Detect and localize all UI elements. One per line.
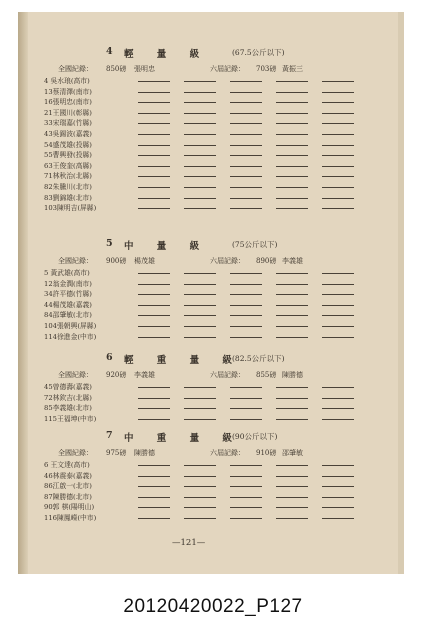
blank-score-line (230, 92, 262, 93)
athlete-row (34, 278, 379, 289)
blank-score-line (138, 284, 170, 285)
athlete-row (34, 501, 379, 512)
blank-score-line (230, 145, 262, 146)
athlete-row (34, 86, 379, 97)
national-record-value: 920磅 (106, 371, 127, 379)
page-number: —121— (172, 538, 206, 548)
athlete-name: 13蔡清澤(南市) (44, 87, 92, 96)
blank-score-line (138, 176, 170, 177)
games-record-label: 六屆記錄： (210, 65, 245, 73)
national-record-holder: 楊茂雄 (134, 257, 155, 265)
weight-limit: (82.5公斤以下) (232, 354, 285, 363)
blank-score-line (322, 187, 354, 188)
athlete-row (34, 309, 379, 320)
weight-class-header (34, 238, 379, 254)
blank-score-line (138, 398, 170, 399)
blank-score-line (184, 102, 216, 103)
athlete-row (34, 107, 379, 118)
games-record-holder: 邵肇敏 (282, 449, 303, 457)
blank-score-line (184, 113, 216, 114)
blank-score-line (276, 273, 308, 274)
blank-score-line (138, 408, 170, 409)
national-record-label: 全國紀錄： (58, 371, 93, 379)
athlete-row (34, 267, 379, 278)
blank-score-line (230, 208, 262, 209)
blank-score-line (322, 102, 354, 103)
national-record-label: 全國紀錄： (58, 449, 93, 457)
athlete-row (34, 139, 379, 150)
games-record-value: 703磅 (256, 65, 277, 73)
games-record-value: 855磅 (256, 371, 277, 379)
blank-score-line (138, 326, 170, 327)
athlete-row (34, 413, 379, 424)
weight-class-section (34, 238, 379, 341)
athlete-name: 6 王文達(高市) (44, 461, 90, 469)
athlete-name: 71林秋治(北縣) (44, 172, 92, 181)
blank-score-line (276, 81, 308, 82)
athlete-row (34, 160, 379, 171)
blank-score-line (276, 486, 308, 487)
blank-score-line (184, 198, 216, 199)
blank-score-line (184, 145, 216, 146)
blank-score-line (184, 408, 216, 409)
blank-score-line (230, 294, 262, 295)
blank-score-line (138, 81, 170, 82)
blank-score-line (276, 155, 308, 156)
athlete-name: 34許平德(竹縣) (44, 290, 92, 299)
blank-score-line (276, 337, 308, 338)
class-number: 4 (106, 46, 114, 57)
blank-score-line (276, 294, 308, 295)
blank-score-line (322, 337, 354, 338)
blank-score-line (230, 187, 262, 188)
athlete-row (34, 181, 379, 192)
blank-score-line (230, 507, 262, 508)
records-line (34, 254, 379, 267)
athlete-row (34, 512, 379, 523)
blank-score-line (276, 198, 308, 199)
games-record-value: 890磅 (256, 257, 277, 265)
athlete-name: 82朱騰川(北市) (44, 182, 92, 191)
blank-score-line (322, 145, 354, 146)
blank-score-line (276, 113, 308, 114)
national-record-value: 975磅 (106, 449, 127, 457)
athlete-name: 63王俊奎(高縣) (44, 161, 92, 170)
athlete-name: 84邵肇敏(北市) (44, 311, 92, 320)
blank-score-line (276, 518, 308, 519)
blank-score-line (230, 81, 262, 82)
athlete-row (34, 459, 379, 470)
blank-score-line (322, 398, 354, 399)
records-line (34, 62, 379, 75)
national-record-holder: 張明忠 (134, 65, 155, 73)
national-record-holder: 陳勝德 (134, 449, 155, 457)
class-number: 6 (106, 352, 114, 363)
athlete-row (34, 128, 379, 139)
blank-score-line (230, 176, 262, 177)
class-name: 輕 量 級 (124, 49, 210, 60)
records-line (34, 446, 379, 459)
blank-score-line (322, 476, 354, 477)
athlete-row (34, 288, 379, 299)
class-name: 中 量 級 (124, 241, 210, 252)
blank-score-line (184, 208, 216, 209)
blank-score-line (322, 326, 354, 327)
blank-score-line (230, 102, 262, 103)
athlete-name: 21王國川(彰縣) (44, 108, 92, 117)
blank-score-line (184, 305, 216, 306)
blank-score-line (230, 123, 262, 124)
blank-score-line (184, 134, 216, 135)
blank-score-line (276, 176, 308, 177)
blank-score-line (322, 294, 354, 295)
blank-score-line (276, 326, 308, 327)
blank-score-line (230, 113, 262, 114)
blank-score-line (276, 123, 308, 124)
blank-score-line (138, 419, 170, 420)
blank-score-line (138, 476, 170, 477)
national-record-value: 900磅 (106, 257, 127, 265)
games-record-value: 910磅 (256, 449, 277, 457)
blank-score-line (184, 518, 216, 519)
blank-score-line (138, 387, 170, 388)
athlete-name: 4 吳水琅(高市) (44, 77, 90, 85)
blank-score-line (230, 166, 262, 167)
blank-score-line (230, 198, 262, 199)
weight-class-header (34, 46, 379, 62)
blank-score-line (230, 337, 262, 338)
athlete-name: 33宋瑞嘉(竹縣) (44, 119, 92, 128)
athlete-name: 54盛茂雄(投縣) (44, 140, 92, 149)
games-record-holder: 黃振三 (282, 65, 303, 73)
records-line (34, 368, 379, 381)
blank-score-line (322, 518, 354, 519)
athlete-row (34, 202, 379, 213)
blank-score-line (184, 476, 216, 477)
weight-limit: (67.5公斤以下) (232, 48, 285, 57)
blank-score-line (184, 465, 216, 466)
athlete-row (34, 96, 379, 107)
blank-score-line (230, 387, 262, 388)
blank-score-line (322, 497, 354, 498)
class-number: 7 (106, 430, 114, 441)
athlete-row (34, 402, 379, 413)
athlete-name: 12翁金潤(南市) (44, 279, 92, 288)
blank-score-line (276, 305, 308, 306)
blank-score-line (230, 134, 262, 135)
weight-limit: (90公斤以下) (232, 432, 278, 441)
national-record-holder: 李義雄 (134, 371, 155, 379)
athlete-name: 16張明忠(南市) (44, 98, 92, 107)
blank-score-line (184, 92, 216, 93)
blank-score-line (322, 81, 354, 82)
blank-score-line (322, 408, 354, 409)
blank-score-line (138, 294, 170, 295)
games-record-label: 六屆記錄： (210, 257, 245, 265)
blank-score-line (322, 92, 354, 93)
weight-class-header (34, 352, 379, 368)
class-number: 5 (106, 238, 114, 249)
blank-score-line (322, 113, 354, 114)
weight-class-section (34, 352, 379, 423)
athlete-row (34, 470, 379, 481)
athlete-row (34, 331, 379, 342)
national-record-label: 全國紀錄： (58, 65, 93, 73)
athlete-row (34, 192, 379, 203)
blank-score-line (184, 81, 216, 82)
blank-score-line (138, 337, 170, 338)
blank-score-line (276, 419, 308, 420)
athlete-name: 55曹興發(投縣) (44, 151, 92, 160)
blank-score-line (230, 326, 262, 327)
blank-score-line (322, 273, 354, 274)
weight-class-section (34, 430, 379, 523)
blank-score-line (276, 507, 308, 508)
athlete-row (34, 320, 379, 331)
athlete-list (34, 459, 379, 523)
blank-score-line (276, 208, 308, 209)
blank-score-line (230, 486, 262, 487)
blank-score-line (138, 123, 170, 124)
blank-score-line (230, 497, 262, 498)
blank-score-line (184, 187, 216, 188)
athlete-name: 115王福坤(中市) (44, 414, 97, 423)
blank-score-line (184, 315, 216, 316)
blank-score-line (184, 294, 216, 295)
blank-score-line (138, 208, 170, 209)
blank-score-line (322, 387, 354, 388)
blank-score-line (138, 465, 170, 466)
athlete-name: 114徐進金(中市) (44, 332, 97, 341)
blank-score-line (230, 465, 262, 466)
blank-score-line (322, 123, 354, 124)
weight-class-section (34, 46, 379, 213)
national-record-value: 850磅 (106, 65, 127, 73)
blank-score-line (184, 398, 216, 399)
blank-score-line (230, 155, 262, 156)
blank-score-line (184, 419, 216, 420)
blank-score-line (230, 273, 262, 274)
blank-score-line (138, 102, 170, 103)
blank-score-line (276, 134, 308, 135)
blank-score-line (138, 507, 170, 508)
athlete-name: 90郭 棋(陽明山) (44, 503, 95, 512)
blank-score-line (322, 166, 354, 167)
blank-score-line (184, 155, 216, 156)
book-spine (18, 12, 28, 574)
blank-score-line (230, 284, 262, 285)
blank-score-line (138, 497, 170, 498)
blank-score-line (138, 166, 170, 167)
blank-score-line (276, 315, 308, 316)
athlete-name: 87陳勝德(北市) (44, 492, 92, 501)
athlete-name: 72林欽吉(北縣) (44, 393, 92, 402)
blank-score-line (230, 315, 262, 316)
blank-score-line (184, 176, 216, 177)
blank-score-line (184, 273, 216, 274)
blank-score-line (322, 486, 354, 487)
blank-score-line (138, 518, 170, 519)
weight-class-header (34, 430, 379, 446)
athlete-row (34, 170, 379, 181)
blank-score-line (184, 326, 216, 327)
games-record-label: 六屆記錄： (210, 449, 245, 457)
athlete-row (34, 381, 379, 392)
blank-score-line (138, 273, 170, 274)
blank-score-line (322, 208, 354, 209)
blank-score-line (184, 123, 216, 124)
athlete-row (34, 117, 379, 128)
athlete-name: 103陳明吉(屏縣) (44, 204, 97, 213)
blank-score-line (184, 486, 216, 487)
class-name: 輕 重 量 級 (124, 355, 242, 366)
athlete-row (34, 480, 379, 491)
games-record-holder: 陳勝德 (282, 371, 303, 379)
blank-score-line (276, 284, 308, 285)
blank-score-line (138, 92, 170, 93)
blank-score-line (184, 497, 216, 498)
blank-score-line (138, 187, 170, 188)
games-record-label: 六屆記錄： (210, 371, 245, 379)
blank-score-line (322, 284, 354, 285)
athlete-name: 86江啟一(北市) (44, 482, 92, 491)
blank-score-line (138, 113, 170, 114)
athlete-row (34, 491, 379, 502)
blank-score-line (138, 155, 170, 156)
blank-score-line (184, 284, 216, 285)
blank-score-line (276, 465, 308, 466)
athlete-row (34, 392, 379, 403)
weight-limit: (75公斤以下) (232, 240, 278, 249)
blank-score-line (276, 476, 308, 477)
blank-score-line (276, 102, 308, 103)
athlete-name: 5 黃武雄(高市) (44, 269, 90, 277)
athlete-list (34, 267, 379, 341)
blank-score-line (322, 419, 354, 420)
blank-score-line (184, 337, 216, 338)
athlete-row (34, 149, 379, 160)
blank-score-line (322, 305, 354, 306)
blank-score-line (322, 507, 354, 508)
national-record-label: 全國紀錄： (58, 257, 93, 265)
blank-score-line (138, 305, 170, 306)
athlete-name: 45曾德壽(嘉義) (44, 383, 92, 391)
blank-score-line (230, 518, 262, 519)
athlete-list (34, 75, 379, 213)
blank-score-line (276, 92, 308, 93)
blank-score-line (276, 387, 308, 388)
blank-score-line (322, 176, 354, 177)
blank-score-line (138, 486, 170, 487)
blank-score-line (184, 166, 216, 167)
athlete-name: 46林震泰(嘉義) (44, 471, 92, 480)
blank-score-line (184, 507, 216, 508)
blank-score-line (276, 166, 308, 167)
blank-score-line (230, 408, 262, 409)
blank-score-line (322, 155, 354, 156)
blank-score-line (322, 134, 354, 135)
blank-score-line (230, 305, 262, 306)
blank-score-line (276, 187, 308, 188)
blank-score-line (322, 465, 354, 466)
blank-score-line (276, 408, 308, 409)
blank-score-line (276, 145, 308, 146)
blank-score-line (322, 315, 354, 316)
blank-score-line (230, 419, 262, 420)
athlete-name: 85李義雄(北市) (44, 404, 92, 413)
blank-score-line (138, 145, 170, 146)
athlete-name: 116陳鳳嶸(中市) (44, 513, 97, 522)
blank-score-line (138, 134, 170, 135)
blank-score-line (276, 497, 308, 498)
athlete-row (34, 75, 379, 86)
blank-score-line (230, 398, 262, 399)
athlete-name: 104張朝興(屏縣) (44, 321, 97, 330)
blank-score-line (184, 387, 216, 388)
image-caption: 20120420022_P127 (123, 596, 303, 617)
blank-score-line (138, 198, 170, 199)
athlete-name: 83劉錦雄(北市) (44, 193, 92, 202)
class-name: 中 重 量 級 (124, 433, 242, 444)
athlete-list (34, 381, 379, 423)
athlete-row (34, 299, 379, 310)
blank-score-line (138, 315, 170, 316)
athlete-name: 43吳錫波(嘉義) (44, 129, 92, 138)
blank-score-line (230, 476, 262, 477)
athlete-name: 44楊茂雄(嘉義) (44, 300, 92, 309)
blank-score-line (276, 398, 308, 399)
games-record-holder: 李義雄 (282, 257, 303, 265)
blank-score-line (322, 198, 354, 199)
